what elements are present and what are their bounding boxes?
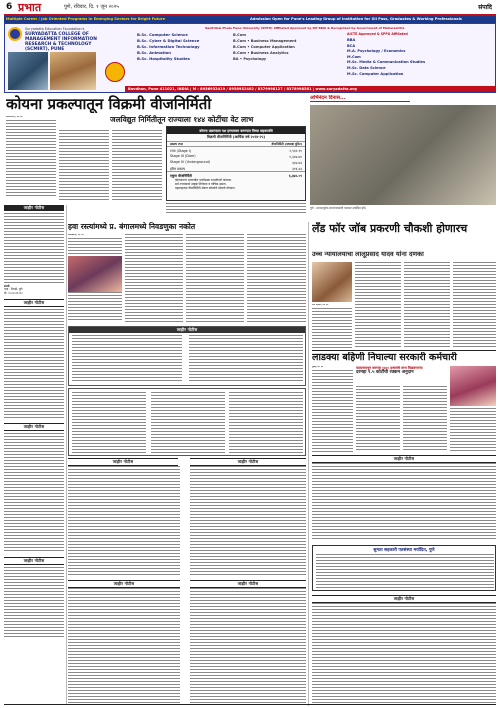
ad-phone: M : 8956932419 / 8956932402 / 8379998127 / 8378998581 xyxy=(192,87,312,91)
ad-course: B.Com • Business Analytics xyxy=(233,51,289,55)
table-subtitle: विक्रमी वीजनिर्मिती (आर्थिक वर्ष २०२४-२५) xyxy=(206,135,266,139)
ad-course: BCA xyxy=(347,43,356,48)
notice-title: जाहीर नोटीस xyxy=(4,205,64,211)
college-advertisement xyxy=(4,23,496,93)
ad-course: M.Com xyxy=(347,54,361,59)
table-cell: Stage III (Dam) xyxy=(170,153,196,158)
lead-body-col-1 xyxy=(6,116,56,200)
notice-contact-1: पत्ता : निगडी, पुणे xyxy=(4,287,23,292)
ad-course: B.Com xyxy=(233,33,246,37)
story2-body-col-4 xyxy=(247,234,306,324)
lower-middle-notices xyxy=(68,458,306,706)
ad-website[interactable]: www.suryadatta.org xyxy=(315,87,357,91)
ad-affiliation: Savitribai Phule Pune University (SPPU) Affiliated Approved by Dif SBAI & Recognized by Government of Maharashtra xyxy=(205,26,405,30)
ad-course-list-2 xyxy=(233,32,343,62)
notice-title: जाहीर नोटीस xyxy=(312,455,496,463)
story4-body-col-1 xyxy=(312,366,353,452)
story4-body-col-3 xyxy=(403,386,447,452)
story3-body-col-4 xyxy=(453,262,496,348)
ad-course: M.Sc. Computer Application xyxy=(347,71,404,76)
ad-course: B.Com • Computer Application xyxy=(233,45,295,49)
classified-title: सुमता सहकारी पतसंस्था मर्यादित, पुणे xyxy=(373,548,435,553)
table-bullet: ▪ सर्व टप्प्यांमध्ये उत्कृष्ट नियोजन व तांत्रिक क्षमता. xyxy=(175,183,302,187)
classified-box xyxy=(312,545,496,591)
right-lower-notices xyxy=(312,455,496,706)
top-right-feature xyxy=(310,95,496,220)
story4-headline: लाडक्या बहिणी निघाल्या सरकारी कर्मचारी xyxy=(312,352,457,363)
table-cell: ३३४.७३ xyxy=(292,160,302,165)
story4-photo xyxy=(450,366,496,406)
table-title: कोयना प्रकल्पाला यश हरणारकर करण्यात तिच्या सहकार्यांचे xyxy=(167,127,305,134)
ad-contact-bar: Bavdhan, Pune 411021, INDIA | M : 8956932419 / 8956932402 / 8379998127 / 8378998581 | www.suryadatta.org xyxy=(125,86,495,93)
middle-notice-grid xyxy=(68,388,306,456)
table-bullet: ▪ महाराष्ट्राच्या वीजनिर्मिती क्षेत्रात कोयनेचे मोलाचे योगदान. xyxy=(175,187,302,191)
ad-course: B.Sc. Information Technology xyxy=(137,44,200,49)
section-label: संपादि xyxy=(478,4,492,11)
story4-kicker-2: दरमहा १.५ कोटींची रक्कम अनुदान xyxy=(356,370,414,375)
table-cell: Stage IV (Underground) xyxy=(170,159,211,164)
table-cell: एकूण वीजनिर्मिती xyxy=(170,173,192,178)
ad-course-list-3 xyxy=(347,38,493,77)
story3-headline: लँड फॉर जॉब प्रकरणी चौकशी होणारच xyxy=(312,222,468,235)
notice-title: जाहीर नोटीस xyxy=(4,423,64,431)
story4-body-col-2 xyxy=(356,386,400,452)
table-cell: टप्पा (Stage I) xyxy=(170,148,192,153)
ad-course-list-1 xyxy=(137,32,229,62)
ad-course: BBA xyxy=(347,38,356,42)
notice-title: जाहीर नोटीस xyxy=(4,299,64,307)
lead-data-table xyxy=(166,126,306,201)
notice-title: जाहीर नोटीस xyxy=(312,595,496,603)
ad-course: B.Com • Business Management xyxy=(233,39,297,43)
notice-contact-2: मो. ९८२२०२१२१२ xyxy=(4,290,23,295)
notice-title: जाहीर नोटीस xyxy=(4,557,64,565)
masthead xyxy=(0,0,500,14)
story3-body-col-3 xyxy=(404,262,450,348)
notice-title: जाहीर नोटीस xyxy=(190,458,306,466)
lead-headline: कोयना प्रकल्पातून विक्रमी वीजनिर्मिती xyxy=(6,95,212,113)
left-notice-column xyxy=(4,205,64,705)
ad-course: B.Sc. Cyber & Digital Science xyxy=(137,38,200,43)
story3-dateline: नवी दिल्ली, दि. ३१ xyxy=(312,304,329,306)
banner-right-text: Admission Open for Pune's Leading Group of Institution for XII Pass, Graduates & Working Professionals xyxy=(250,17,462,21)
ad-aicte: AICTE Approved & SPPU Affiliated xyxy=(347,32,408,36)
ad-banner-strip xyxy=(4,16,496,23)
story2-dateline: कोलकाता, दि. ३१ xyxy=(68,234,84,236)
story3-subhead: उच्च न्यायालयाचा लालूप्रसाद यादव यांना दणका xyxy=(312,250,424,258)
ad-course: B.Sc. Computer Science xyxy=(137,32,188,37)
story4-body-col-4 xyxy=(450,408,496,452)
ad-address: Bavdhan, Pune 411021, INDIA xyxy=(128,87,189,91)
story2-photo xyxy=(68,256,122,292)
table-cell: हरित प्रकल्प xyxy=(170,166,185,171)
story2-body-col-2 xyxy=(125,234,183,324)
story3-photo xyxy=(312,262,352,302)
table-row xyxy=(167,159,305,165)
ad-photo xyxy=(8,52,48,90)
ad-photo-2 xyxy=(50,52,96,90)
lead-body-col-5 xyxy=(166,203,306,213)
table-bullet: ▪ कोयनानगर धरणातील पाणीसाठा प्रभावीपणे वापरला. xyxy=(175,179,302,183)
ad-course: B.Sc. Animation xyxy=(137,50,171,55)
lead-body-col-4 xyxy=(112,172,162,202)
feature-caption: पुणे : सन्मानपूर्वक समारंभाप्रसंगी मान्यवर उपस्थित होते. xyxy=(310,206,367,210)
table-cell: १,३४४.७० xyxy=(289,154,302,159)
middle-notice-box xyxy=(68,326,306,386)
story4-kicker: फलटणमधून करणार १४०० हजारांचे लाभ मिळवणाऱ्या xyxy=(356,366,423,370)
masthead-logo: प्रभात xyxy=(18,1,42,14)
table-bullets xyxy=(167,178,305,190)
feature-photo xyxy=(310,105,496,205)
table-row xyxy=(167,153,305,159)
notice-title: जाहीर नोटीस xyxy=(69,327,305,333)
ad-foundation: Suryadatta Education Foundation's xyxy=(25,27,85,31)
lead-subhead: जलविद्युत निर्मितीतून राज्याला १४४ कोटींचा वेट लाभ xyxy=(110,115,254,124)
story3-body-col-1 xyxy=(312,304,352,348)
table-row xyxy=(167,171,305,178)
banner-left-text: Multiple Career / Job Oriented Programs In Emerging Sectors for Bright Future xyxy=(6,17,166,21)
lead-body-col-2 xyxy=(59,130,109,202)
notice-contact-label: संपर्क xyxy=(4,284,10,288)
notice-contact xyxy=(4,285,64,295)
table-header-cell: वीजनिर्मिती (दशलक्ष युनिट) xyxy=(271,142,302,146)
edition-date: पुणे, रविवार, दि. १ जून २०२५ xyxy=(64,4,119,10)
story2-headline: हवा रस्त्यांमध्ये प्र. बंगालमध्ये निवडणुका नकोत xyxy=(68,222,196,231)
ad-badge xyxy=(105,62,125,82)
ad-logo-seal xyxy=(8,27,22,41)
notice-title: जाहीर नोटीस xyxy=(68,458,178,466)
lead-dateline: कोयनानगर, दि. ३१ xyxy=(6,116,23,118)
ad-course: M.A. Psychology / Economics xyxy=(347,49,406,54)
table-row xyxy=(167,165,305,171)
table-header-cell: प्रकल्प टप्पा xyxy=(170,142,183,146)
story2-body-col-3 xyxy=(186,234,244,324)
table-cell: ३१६.४३ xyxy=(292,166,302,171)
ad-course: B.Sc. Hospitality Studies xyxy=(137,56,190,61)
feature-label: अभिनंदन दिनास... xyxy=(310,95,410,102)
story4-dateline: मुंबई, दि. ३१ xyxy=(312,366,324,368)
table-row xyxy=(167,147,305,153)
ad-course: M.Sc. Media & Communication Studies xyxy=(347,60,426,65)
notice-title: जाहीर नोटीस xyxy=(68,580,180,588)
ad-course: BA • Psychology xyxy=(233,57,267,61)
notice-title: जाहीर नोटीस xyxy=(190,580,306,588)
story4-kicker-box xyxy=(356,366,446,384)
ad-college-name: SURYADATTA COLLEGE OF MANAGEMENT INFORMATION RESEARCH & TECHNOLOGY (SCMIRT), PUNE xyxy=(25,32,97,52)
table-cell: २,९३२.९० xyxy=(289,148,302,153)
ad-course: M.Sc. Data Science xyxy=(347,65,386,70)
page-number: 6 xyxy=(6,2,13,12)
table-cell: ६,३७२.०९ xyxy=(288,173,302,178)
story3-body-col-2 xyxy=(355,262,401,348)
